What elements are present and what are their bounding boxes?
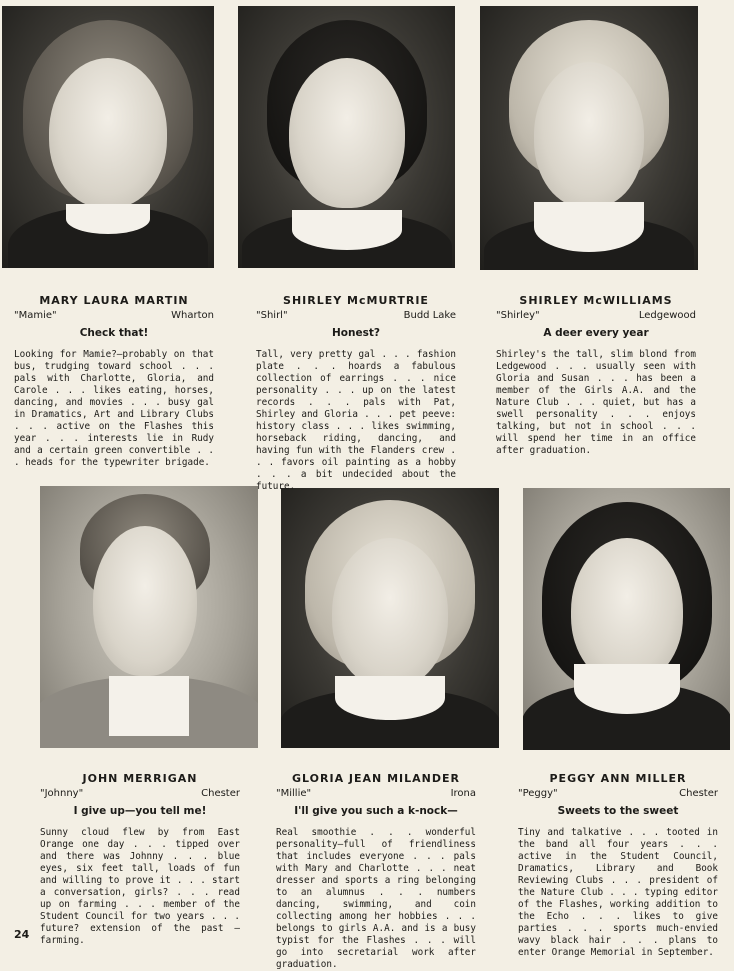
portrait-shirley-mcmurtrie: [238, 6, 455, 268]
motto: Check that!: [79, 327, 149, 339]
page-number: 24: [14, 928, 30, 941]
student-name: SHIRLEY McWILLIAMS: [519, 294, 673, 307]
student-name: JOHN MERRIGAN: [82, 772, 198, 785]
hometown: Chester: [201, 788, 240, 799]
biography: Real smoothie . . . wonderful personality—full of friendliness that includes everyone . . . pals with Mary and Charlotte . . . neat dresser and sports a ring belonging to an alumnus . . . numbers dancing, swimming, and coin collecting among her hobbies . . . belongs to girls A.A. and is a busy typist for the Flashes . . . will go into secretarial work after graduation.: [276, 827, 476, 970]
student-entry-peggy-ann-miller: [518, 772, 718, 959]
nickname: "Mamie": [14, 310, 57, 321]
student-entry-john-merrigan: [40, 772, 240, 947]
student-entry-mary-laura-martin: [14, 294, 214, 469]
nickname: "Shirl": [256, 310, 288, 321]
student-entry-shirley-mcwilliams: [496, 294, 696, 457]
nickname: "Peggy": [518, 788, 558, 799]
hometown: Ledgewood: [638, 310, 696, 321]
biography: Sunny cloud flew by from East Orange one day . . . tipped over and there was Johnny . . . blue eyes, six feet tall, loads of fun and willing to prove it . . . start a conversation, girls? . . . read up on farming . . . member of the Student Council for two years . . . future? extension of the past — farming.: [40, 827, 240, 946]
motto: I'll give you such a k-nock—: [294, 805, 458, 817]
biography: Tall, very pretty gal . . . fashion plate . . . hoards a fabulous collection of earrings . . . nice personality . . . up on the latest records . . . pals with Pat, Shirley and Gloria . . . pet peeve: history class . . . likes swimming, horseback riding, dancing, and having fun with the Flanders crew . . . favors oil painting as a hobby . . . a bit undecided about the future.: [256, 349, 456, 492]
student-entry-gloria-jean-milander: [276, 772, 476, 971]
nickname: "Johnny": [40, 788, 84, 799]
student-name: GLORIA JEAN MILANDER: [292, 772, 460, 785]
hometown: Chester: [679, 788, 718, 799]
portrait-john-merrigan: [40, 486, 258, 748]
motto: A deer every year: [543, 327, 649, 339]
portrait-mary-laura-martin: [2, 6, 214, 268]
student-name: SHIRLEY McMURTRIE: [283, 294, 429, 307]
biography: Looking for Mamie?—probably on that bus, trudging toward school . . . pals with Charlotte, Gloria, and Carole . . . likes eating, horses, dancing, and movies . . . busy gal in Dramatics, Art and Library Clubs . . . active on the Flashes this year . . . interests lie in Rudy and a certain green convertible . . . heads for the typewriter brigade.: [14, 349, 214, 468]
portrait-gloria-jean-milander: [281, 488, 499, 748]
hometown: Irona: [450, 788, 476, 799]
motto: Sweets to the sweet: [557, 805, 679, 817]
biography: Shirley's the tall, slim blond from Ledgewood . . . usually seen with Gloria and Susan . . . has been a member of the Girls A.A. and the Nature Club . . . quiet, but has a swell personality . . . enjoys talking, but not in school . . . will spend her time in an office after graduation.: [496, 349, 696, 456]
student-name: MARY LAURA MARTIN: [39, 294, 189, 307]
motto: I give up—you tell me!: [73, 805, 207, 817]
student-entry-shirley-mcmurtrie: [256, 294, 456, 493]
hometown: Wharton: [171, 310, 214, 321]
hometown: Budd Lake: [403, 310, 456, 321]
portrait-shirley-mcwilliams: [480, 6, 698, 270]
nickname: "Shirley": [496, 310, 540, 321]
nickname: "Millie": [276, 788, 312, 799]
student-name: PEGGY ANN MILLER: [549, 772, 687, 785]
biography: Tiny and talkative . . . tooted in the band all four years . . . active in the Student Council, Dramatics, Library and Book Reviewing Clubs . . . president of the Nature Club . . . typing editor of the Flashes, working addition to the Echo . . . likes to give parties . . . sports much-envied wavy black hair . . . plans to enter Orange Memorial in September.: [518, 827, 718, 958]
portrait-peggy-ann-miller: [523, 488, 730, 750]
motto: Honest?: [332, 327, 380, 339]
